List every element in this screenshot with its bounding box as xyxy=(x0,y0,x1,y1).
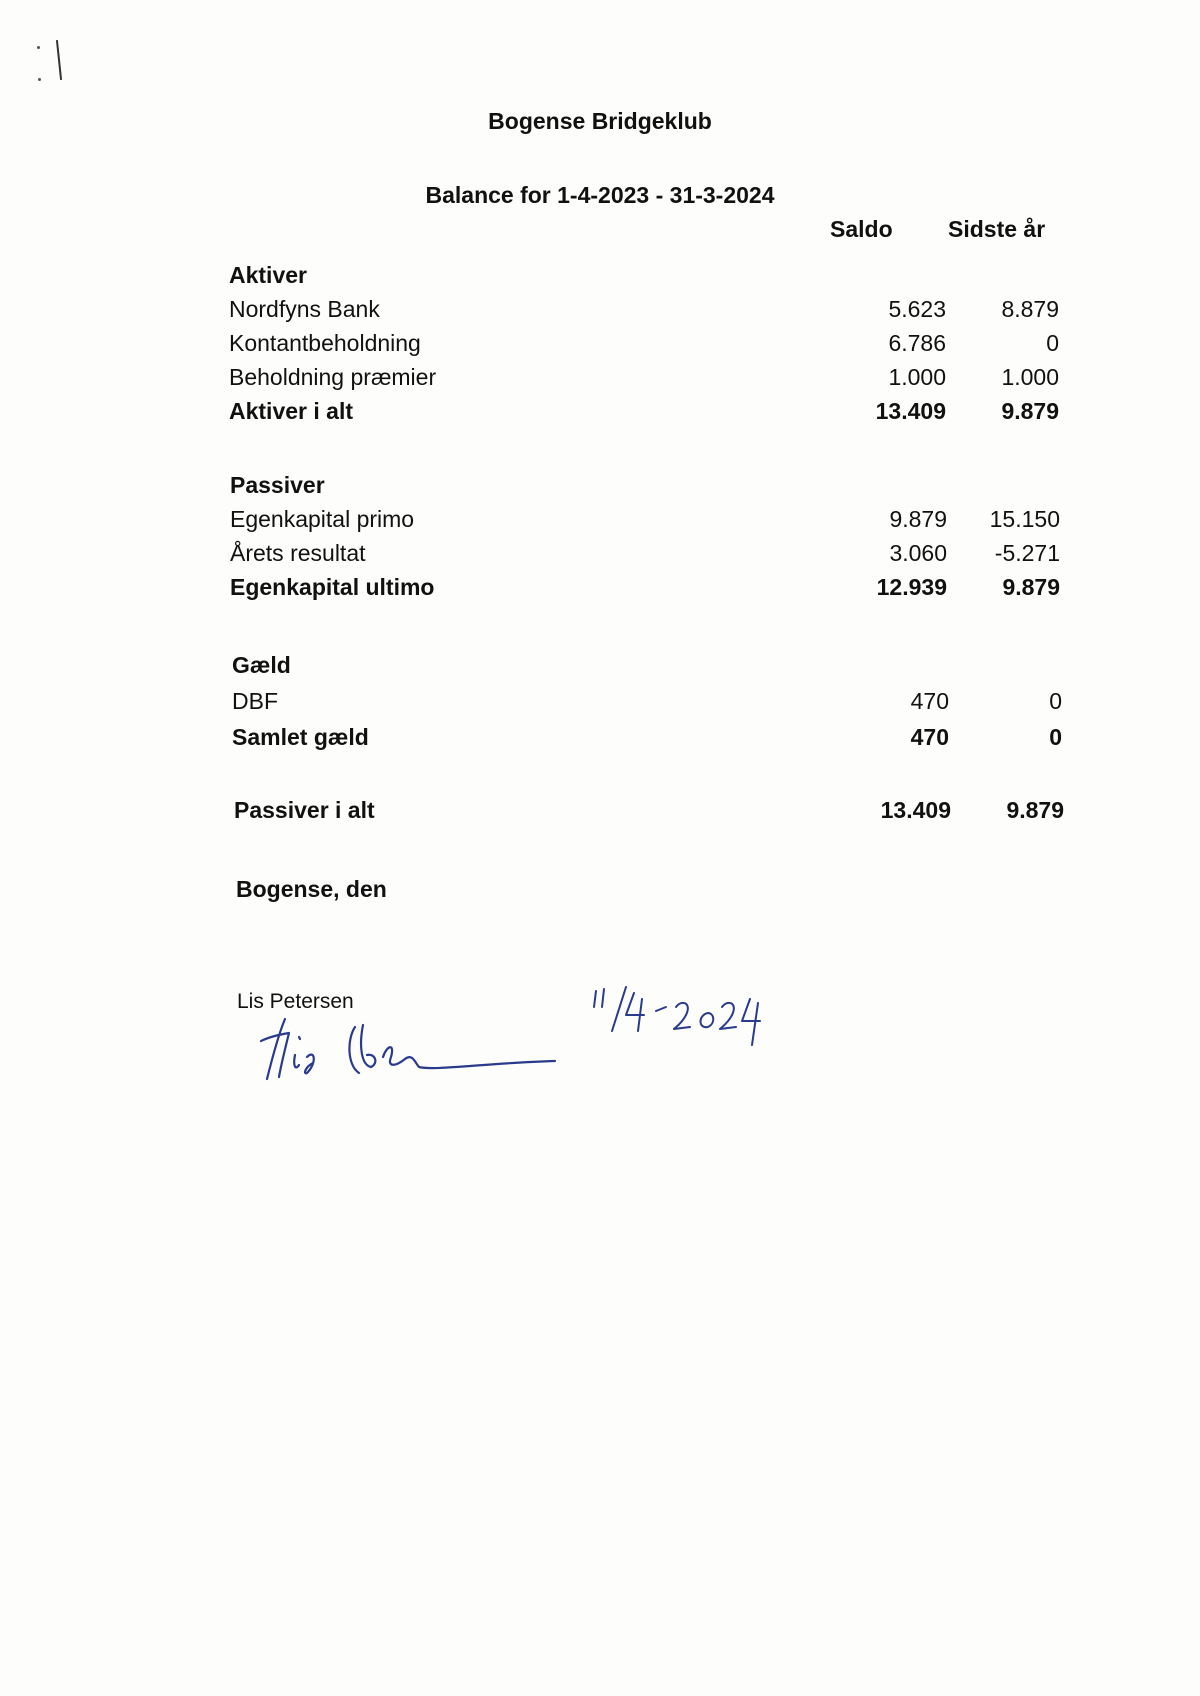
row-saldo: 13.409 xyxy=(875,398,946,424)
row-sidste: 8.879 xyxy=(1001,296,1059,322)
table-row xyxy=(229,330,1059,362)
total-row-egenkapital xyxy=(230,574,1060,606)
row-label: Beholdning præmier xyxy=(229,364,437,390)
row-label: Nordfyns Bank xyxy=(229,296,380,322)
row-saldo: 6.786 xyxy=(888,330,946,356)
row-saldo: 1.000 xyxy=(888,364,946,390)
row-label: Passiver i alt xyxy=(234,797,375,823)
row-sidste: 15.150 xyxy=(989,506,1060,532)
row-sidste: 0 xyxy=(1046,330,1059,356)
org-title: Bogense Bridgeklub xyxy=(488,108,712,134)
row-saldo: 5.623 xyxy=(888,296,946,322)
total-row-passiver xyxy=(234,797,1064,829)
column-header-saldo: Saldo xyxy=(830,216,893,242)
row-saldo: 9.879 xyxy=(889,506,947,532)
scan-mark xyxy=(56,40,62,80)
section-heading-aktiver: Aktiver xyxy=(229,262,307,288)
row-label: Samlet gæld xyxy=(232,724,369,750)
row-sidste: 9.879 xyxy=(1006,797,1064,823)
total-row-gaeld xyxy=(232,724,1062,756)
row-label: Kontantbeholdning xyxy=(229,330,421,356)
row-saldo: 12.939 xyxy=(876,574,947,600)
table-row xyxy=(230,540,1060,572)
row-saldo: 470 xyxy=(910,688,949,714)
row-sidste: 9.879 xyxy=(1001,398,1059,424)
table-row xyxy=(230,506,1060,538)
row-label: Aktiver i alt xyxy=(229,398,353,424)
row-sidste: 1.000 xyxy=(1001,364,1059,390)
table-row xyxy=(232,688,1062,720)
total-row-aktiver xyxy=(229,398,1059,430)
table-row xyxy=(229,364,1059,396)
row-label: Årets resultat xyxy=(230,540,366,566)
row-sidste: 0 xyxy=(1049,688,1062,714)
place-date-line: Bogense, den xyxy=(236,876,387,902)
row-label: DBF xyxy=(232,688,278,714)
handwritten-date xyxy=(590,985,790,1055)
table-row xyxy=(229,296,1059,328)
scan-dot xyxy=(38,78,41,81)
row-saldo: 13.409 xyxy=(880,797,951,823)
row-saldo: 3.060 xyxy=(889,540,947,566)
period-title: Balance for 1-4-2023 - 31-3-2024 xyxy=(425,182,775,208)
signer-name: Lis Petersen xyxy=(237,990,354,1013)
section-heading-gaeld: Gæld xyxy=(232,652,291,678)
row-sidste: -5.271 xyxy=(994,540,1060,566)
handwritten-signature xyxy=(255,1005,565,1085)
row-label: Egenkapital ultimo xyxy=(230,574,435,600)
scan-dot xyxy=(37,46,40,49)
row-sidste: 0 xyxy=(1049,724,1062,750)
row-label: Egenkapital primo xyxy=(230,506,415,532)
column-header-sidste-aar: Sidste år xyxy=(948,216,1046,242)
row-saldo: 470 xyxy=(910,724,949,750)
section-heading-passiver: Passiver xyxy=(230,472,325,498)
row-sidste: 9.879 xyxy=(1002,574,1060,600)
